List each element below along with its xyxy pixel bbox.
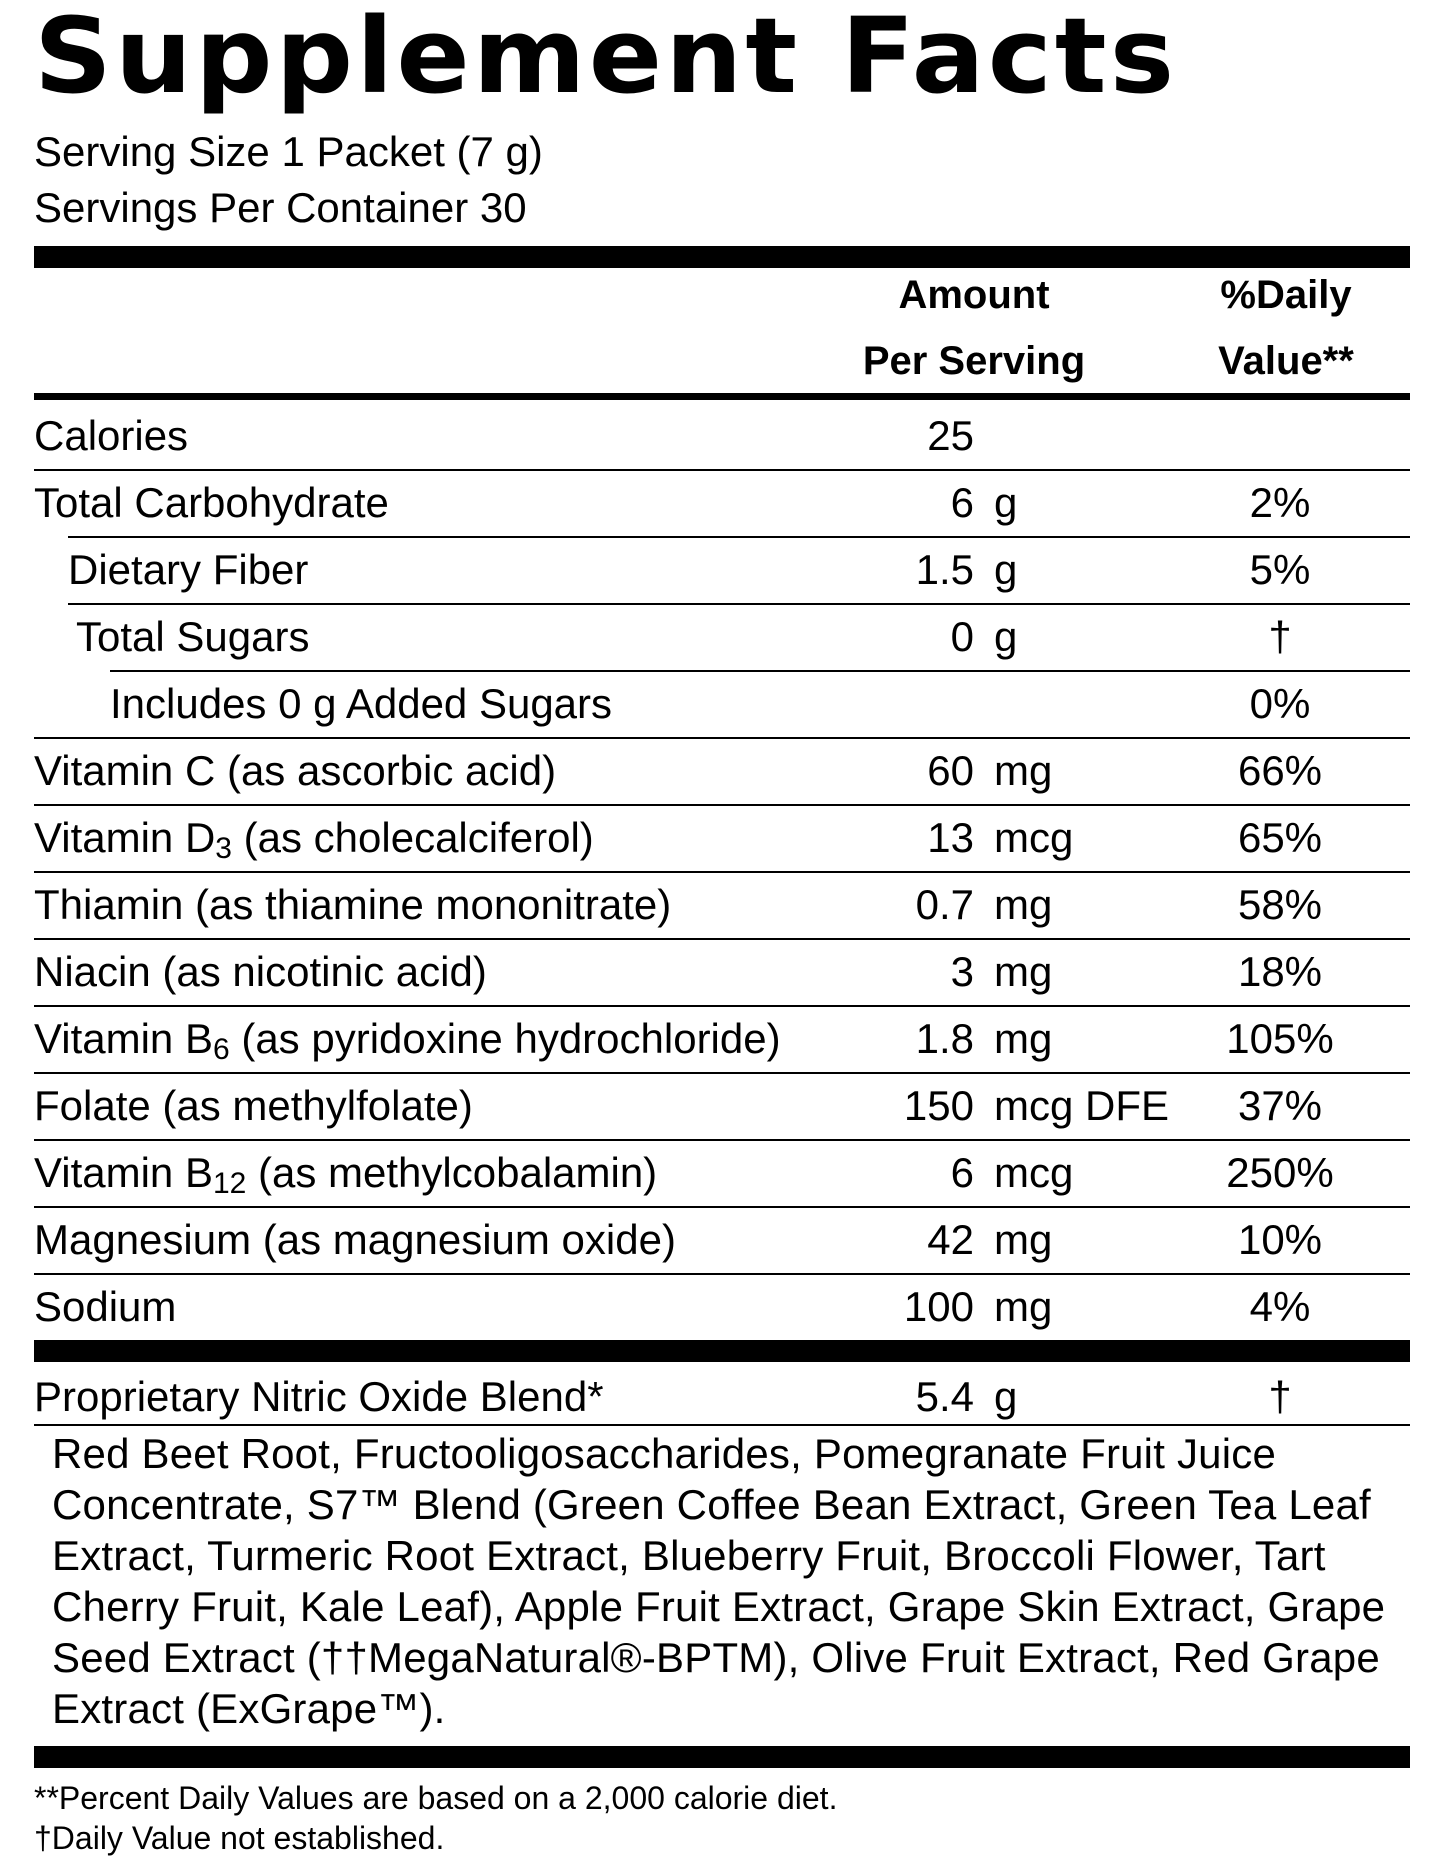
nutrient-name-subscript: 12 [212, 1167, 247, 1200]
amount-header-line1: Amount [898, 273, 1050, 317]
nutrient-row-magnesium [34, 1207, 1410, 1273]
nutrient-amount: 13 [927, 814, 974, 861]
nutrient-unit: mg [994, 1216, 1053, 1263]
row-divider [34, 1424, 1410, 1426]
nutrient-amount: 25 [927, 412, 974, 459]
nutrient-dv: 5% [1249, 546, 1311, 593]
nutrient-name: Calories [34, 412, 189, 459]
nutrient-amount: 150 [903, 1082, 974, 1129]
nutrient-name-main: Vitamin B [34, 1149, 213, 1196]
nutrient-unit: g [994, 546, 1018, 593]
blend-amount: 5.4 [915, 1373, 974, 1420]
nutrient-unit: mg [994, 881, 1053, 928]
nutrient-row-vitamin-b12 [34, 1140, 1410, 1206]
nutrient-row-total-carbohydrate [34, 470, 1410, 536]
nutrient-amount: 3 [950, 948, 974, 995]
nutrient-name: Thiamin (as thiamine mononitrate) [34, 881, 672, 928]
nutrient-dv: 37% [1237, 1082, 1323, 1129]
nutrient-amount: 100 [903, 1283, 974, 1330]
nutrient-name: Niacin (as nicotinic acid) [34, 948, 487, 995]
nutrient-name: Total Carbohydrate [34, 479, 389, 526]
nutrient-amount: 0 [950, 613, 974, 660]
blend-unit: g [994, 1373, 1018, 1420]
nutrient-dv: 65% [1237, 814, 1323, 861]
footnote-dagger: †Daily Value not established. [34, 1820, 445, 1856]
nutrient-row-vitamin-d3 [34, 805, 1410, 871]
nutrient-name-rest: (as methylcobalamin) [246, 1149, 658, 1196]
nutrient-unit: mg [994, 1015, 1053, 1062]
nutrient-row-total-sugars [34, 604, 1410, 670]
nutrient-unit: mg [994, 1283, 1053, 1330]
nutrient-dv: 10% [1237, 1216, 1323, 1263]
nutrient-name-main: Vitamin B [34, 1015, 213, 1062]
divider-thick-bottom [34, 1746, 1410, 1768]
divider-header-bottom [34, 393, 1410, 400]
nutrient-dv: 66% [1237, 747, 1323, 794]
nutrient-dv: 4% [1249, 1283, 1311, 1330]
blend-ingredients: Red Beet Root, Fructooligosaccharides, Pomegranate Fruit Juice Concentrate, S7™ Blend (Green Coffee Bean Extract, Green Tea Leaf Extract, Turmeric Root Extract, Blueberry Fruit, Broccoli Flower, Tart Cherry Fruit, Kale Leaf), Apple Fruit Extract, Grape Skin Extract, Grape Seed Extract (††MegaNatural®-BPTM), Olive Fruit Extract, Red Grape Extract (ExGrape™). [52, 1430, 1386, 1732]
nutrient-name: Sodium [34, 1283, 177, 1330]
nutrient-amount: 42 [927, 1216, 974, 1263]
dv-header-line1: %Daily [1220, 273, 1352, 317]
nutrient-amount: 0.7 [915, 881, 974, 928]
nutrient-name-main: Vitamin D [34, 814, 216, 861]
divider-thick-blend [34, 1340, 1410, 1362]
dv-header-line2: Value** [1218, 339, 1354, 383]
nutrient-row-added-sugars [34, 671, 1410, 737]
nutrient-row-vitamin-c [34, 738, 1410, 804]
nutrient-row-sodium [34, 1274, 1410, 1340]
nutrient-unit: mcg [994, 1149, 1074, 1196]
nutrient-row-vitamin-b6 [34, 1006, 1410, 1072]
nutrient-name: Folate (as methylfolate) [34, 1082, 473, 1129]
panel-title: Supplement Facts [34, 0, 1178, 117]
nutrient-dv: 0% [1249, 680, 1311, 727]
nutrient-unit: g [994, 479, 1018, 526]
nutrient-amount: 6 [950, 479, 974, 526]
blend-name: Proprietary Nitric Oxide Blend* [34, 1373, 604, 1420]
nutrient-amount: 60 [927, 747, 974, 794]
nutrient-row-proprietary-blend [34, 1364, 1410, 1430]
nutrient-name-subscript: 3 [215, 832, 232, 865]
nutrient-dv: 18% [1237, 948, 1323, 995]
nutrient-amount: 1.5 [915, 546, 974, 593]
nutrient-dv: 250% [1226, 1149, 1334, 1196]
nutrient-name: Includes 0 g Added Sugars [110, 680, 613, 727]
serving-size: Serving Size 1 Packet (7 g) [34, 128, 543, 175]
nutrient-row-dietary-fiber [34, 537, 1410, 603]
nutrient-name-rest: (as cholecalciferol) [231, 814, 594, 861]
blend-dv: † [1268, 1373, 1292, 1420]
nutrient-name: Magnesium (as magnesium oxide) [34, 1216, 676, 1263]
nutrient-unit: mcg DFE [994, 1082, 1170, 1129]
nutrient-dv: 58% [1237, 881, 1323, 928]
nutrient-dv: 105% [1226, 1015, 1334, 1062]
nutrient-dv: 2% [1249, 479, 1311, 526]
nutrient-row-niacin [34, 939, 1410, 1005]
nutrient-amount: 1.8 [915, 1015, 974, 1062]
nutrient-name: Dietary Fiber [68, 546, 309, 593]
nutrient-unit: mcg [994, 814, 1074, 861]
nutrient-amount: 6 [950, 1149, 974, 1196]
supplement-facts-panel [34, 0, 1410, 1856]
nutrient-row-calories [34, 403, 1410, 469]
nutrient-unit: mg [994, 747, 1053, 794]
nutrient-row-thiamin [34, 872, 1410, 938]
nutrient-unit: mg [994, 948, 1053, 995]
nutrient-dv: † [1268, 613, 1292, 660]
footnote-daily-values: **Percent Daily Values are based on a 2,000 calorie diet. [34, 1780, 838, 1816]
nutrient-name-rest: (as pyridoxine hydrochloride) [229, 1015, 781, 1062]
amount-header-line2: Per Serving [862, 339, 1086, 383]
nutrient-unit: g [994, 613, 1018, 660]
nutrient-name: Total Sugars [76, 613, 310, 660]
servings-per-container: Servings Per Container 30 [34, 184, 527, 231]
nutrient-name-subscript: 6 [212, 1033, 230, 1066]
nutrient-row-folate [34, 1073, 1410, 1139]
nutrient-name: Vitamin C (as ascorbic acid) [34, 747, 557, 794]
